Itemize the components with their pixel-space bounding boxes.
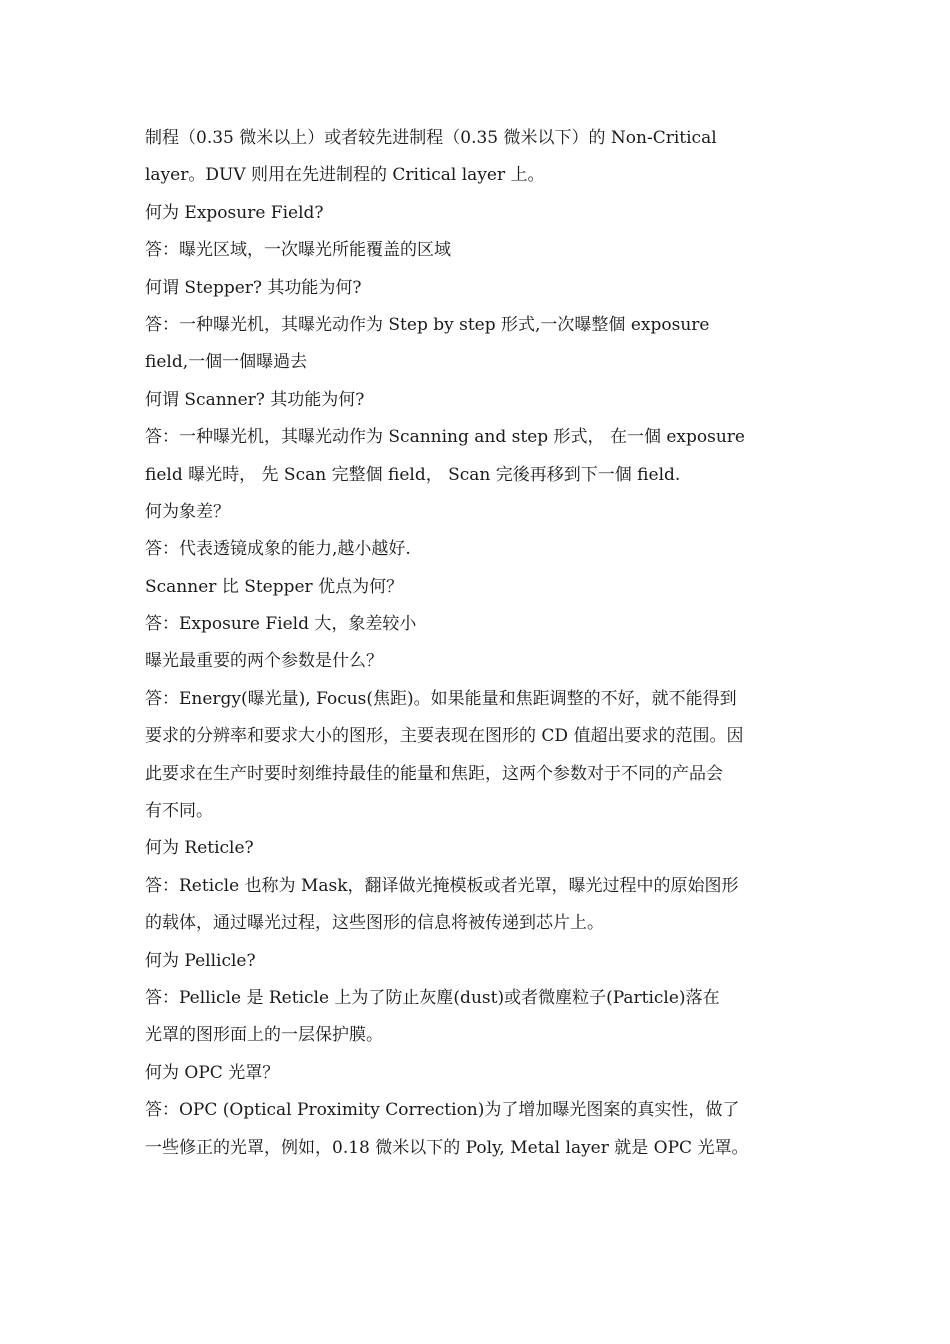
answer-line: 光罩的图形面上的一层保护膜。 <box>145 1025 383 1046</box>
question-line: 何为象差？ <box>145 501 230 522</box>
question-line: 曝光最重要的两个参数是什么？ <box>145 651 383 672</box>
question-line: 何为 Exposure Field? <box>145 202 324 223</box>
answer-line: 答：Energy(曝光量), Focus(焦距)。如果能量和焦距调整的不好，就不能得到 <box>145 688 737 709</box>
answer-line: 此要求在生产时要时刻维持最佳的能量和焦距，这两个参数对于不同的产品会 <box>145 763 723 784</box>
question-line: 何为 Reticle? <box>145 838 254 859</box>
answer-line: 一些修正的光罩，例如，0.18 微米以下的 Poly, Metal layer 就是 OPC 光罩。 <box>145 1137 749 1158</box>
question-line: 何谓 Scanner? 其功能为何? <box>145 389 365 410</box>
answer-line: 有不同。 <box>145 801 213 822</box>
question-line: Scanner 比 Stepper 优点为何？ <box>145 576 404 597</box>
document-body <box>145 120 815 1167</box>
answer-line: field,一個一個曝過去 <box>145 352 308 373</box>
answer-line: 答：Pellicle 是 Reticle 上为了防止灰塵(dust)或者微塵粒子(Particle)落在 <box>145 987 720 1008</box>
answer-line: 答：一种曝光机，其曝光动作为 Scanning and step 形式， 在一個 exposure <box>145 427 745 448</box>
question-line: 何为 OPC 光罩？ <box>145 1062 280 1083</box>
answer-line: 答：一种曝光机，其曝光动作为 Step by step 形式,一次曝整個 exposure <box>145 314 710 335</box>
answer-line: 答：OPC (Optical Proximity Correction)为了增加曝光图案的真实性，做了 <box>145 1100 740 1121</box>
text-line: layer。DUV 则用在先进制程的 Critical layer 上。 <box>145 165 545 186</box>
answer-line: 要求的分辨率和要求大小的图形，主要表现在图形的 CD 值超出要求的范围。因 <box>145 726 744 747</box>
question-line: 何谓 Stepper? 其功能为何? <box>145 277 362 298</box>
answer-line: 答：曝光区域，一次曝光所能覆盖的区域 <box>145 240 451 261</box>
answer-line: 答：Reticle 也称为 Mask，翻译做光掩模板或者光罩，曝光过程中的原始图形 <box>145 875 739 896</box>
answer-line: field 曝光時， 先 Scan 完整個 field， Scan 完後再移到下一個 field. <box>145 464 681 485</box>
text-line: 制程（0.35 微米以上）或者较先进制程（0.35 微米以下）的 Non-Critical <box>145 128 717 148</box>
answer-line: 答：代表透镜成象的能力,越小越好. <box>145 539 411 560</box>
question-line: 何为 Pellicle? <box>145 950 256 971</box>
answer-line: 的载体，通过曝光过程，这些图形的信息将被传递到芯片上。 <box>145 913 604 934</box>
answer-line: 答：Exposure Field 大，象差较小 <box>145 614 417 635</box>
